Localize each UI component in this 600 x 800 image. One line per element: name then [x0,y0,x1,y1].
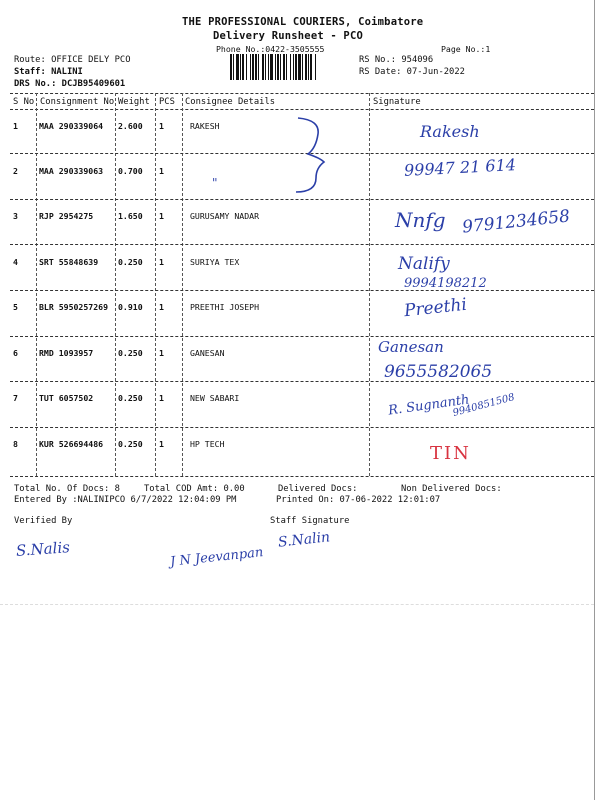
row-consignment-no: SRT 55848639 [39,257,99,267]
row-consignment-no: KUR 526694486 [39,439,104,449]
row-sno: 3 [13,211,18,221]
row-weight: 0.250 [118,393,143,403]
barcode-bar [268,54,269,80]
row-weight: 2.600 [118,121,143,131]
barcode-bar [275,54,276,80]
row-pcs: 1 [159,211,164,221]
row-divider [10,290,594,291]
scan-artifact-line [0,604,594,605]
barcode-bar [236,54,239,80]
signature-row-5: Preethi [403,294,468,322]
column-divider [155,93,156,476]
row-divider [10,427,594,428]
barcode-bar [308,54,309,80]
row-consignee: GANESAN [190,348,225,358]
staff-signature: S.Nalin [277,529,331,551]
barcode-bar [286,54,287,80]
signature-row-6: Ganesan [378,338,444,356]
row-consignment-no: BLR 5950257269 [39,302,109,312]
row-sno: 5 [13,302,18,312]
phone-row-2: 99947 21 614 [403,155,517,180]
row-weight: 0.910 [118,302,143,312]
signature-row-3: Nnfg [395,208,446,232]
printed-on: Printed On: 07-06-2022 12:01:07 [276,495,441,505]
row-sno: 8 [13,439,18,449]
signature-row-7: R. Sugnanth [387,392,471,419]
row-consignment-no: RJP 2954275 [39,211,94,221]
barcode-bar [290,54,291,80]
row-consignee: GURUSAMY NADAR [190,211,260,221]
row-divider [10,381,594,382]
barcode-bar [255,54,257,80]
barcode-bar [310,54,312,80]
row-pcs: 1 [159,393,164,403]
ditto-mark: " [212,176,218,190]
barcode-bar [230,54,232,80]
row-weight: 0.700 [118,166,143,176]
delivered-docs: Delivered Docs: [278,484,358,494]
row-divider [10,244,594,245]
brace-mark [290,114,340,196]
col-header-weight: Weight [118,97,150,107]
col-header-pcs: PCS [159,97,175,107]
barcode-bar [252,54,254,80]
drs-number: DRS No.: DCJB95409601 [14,79,126,89]
barcode-bar [315,54,316,80]
non-delivered-docs: Non Delivered Docs: [401,484,502,494]
barcode-bar [280,54,281,80]
signature-row-4: Nalify [398,254,450,274]
row-pcs: 1 [159,302,164,312]
total-cod: Total COD Amt: 0.00 [144,484,245,494]
col-header-sno: S No [13,97,35,107]
row-weight: 0.250 [118,439,143,449]
row-consignee: SURIYA TEX [190,257,240,267]
barcode-bar [270,54,273,80]
entered-by: Entered By :NALINIPCO 6/7/2022 12:04:09 PM [14,495,237,505]
barcode-bar [277,54,279,80]
barcode-bar [293,54,294,80]
barcode [230,54,356,80]
row-consignment-no: MAA 290339064 [39,121,104,131]
row-sno: 4 [13,257,18,267]
row-consignment-no: TUT 6057502 [39,393,94,403]
row-weight: 1.650 [118,211,143,221]
col-header-consignee: Consignee Details [185,97,276,107]
page-edge-line [594,0,595,800]
verified-signature: S.Nalis [15,538,71,560]
barcode-bar [305,54,307,80]
barcode-bar [262,54,264,80]
barcode-bar [298,54,301,80]
barcode-bar [302,54,303,80]
row-pcs: 1 [159,166,164,176]
row-consignee: RAKESH [190,121,220,131]
document-title: Delivery Runsheet - PCO [213,30,363,42]
staff-signature-label: Staff Signature [270,516,350,526]
row-weight: 0.250 [118,348,143,358]
barcode-bar [250,54,251,80]
middle-signature: J N Jeevanpan [169,545,264,570]
table-top-rule [10,93,594,94]
rs-date: RS Date: 07-Jun-2022 [359,67,465,77]
company-name: THE PROFESSIONAL COURIERS, Coimbatore [182,16,424,28]
col-header-consignment: Consignment No [40,97,115,107]
column-divider [182,93,183,476]
signature-row-8: TIN [430,443,471,464]
phone-row-3: 9791234658 [461,206,571,238]
row-divider [10,199,594,200]
row-weight: 0.250 [118,257,143,267]
staff-name: Staff: NALINI [14,67,83,77]
row-sno: 6 [13,348,18,358]
phone-row-6: 9655582065 [384,362,493,382]
phone-row-7: 9940851508 [451,391,516,420]
col-header-signature: Signature [373,97,421,107]
route: Route: OFFICE DELY PCO [14,55,131,65]
barcode-bar [283,54,285,80]
barcode-bar [242,54,244,80]
row-pcs: 1 [159,439,164,449]
phone-row-4: 9994198212 [404,276,487,291]
row-divider [10,336,594,337]
row-consignee: HP TECH [190,439,225,449]
row-sno: 2 [13,166,18,176]
verified-by-label: Verified By [14,516,73,526]
barcode-bar [258,54,259,80]
row-consignee: NEW SABARI [190,393,240,403]
barcode-bar [265,54,266,80]
barcode-bar [295,54,297,80]
page-number: Page No.:1 [441,44,491,54]
row-sno: 7 [13,393,18,403]
table-header-rule [10,109,594,110]
row-consignment-no: RMD 1093957 [39,348,94,358]
column-divider [369,93,370,476]
row-pcs: 1 [159,348,164,358]
signature-row-1: Rakesh [420,122,480,141]
row-pcs: 1 [159,121,164,131]
phone-number: Phone No.:0422-3505555 [216,44,325,54]
column-divider [36,93,37,476]
row-sno: 1 [13,121,18,131]
barcode-bar [233,54,234,80]
barcode-bar [240,54,241,80]
row-pcs: 1 [159,257,164,267]
barcode-bar [246,54,247,80]
column-divider [115,93,116,476]
total-docs: Total No. Of Docs: 8 [14,484,120,494]
row-consignment-no: MAA 290339063 [39,166,104,176]
table-bottom-rule [10,476,594,477]
rs-number: RS No.: 954096 [359,55,434,65]
row-consignee: PREETHI JOSEPH [190,302,260,312]
